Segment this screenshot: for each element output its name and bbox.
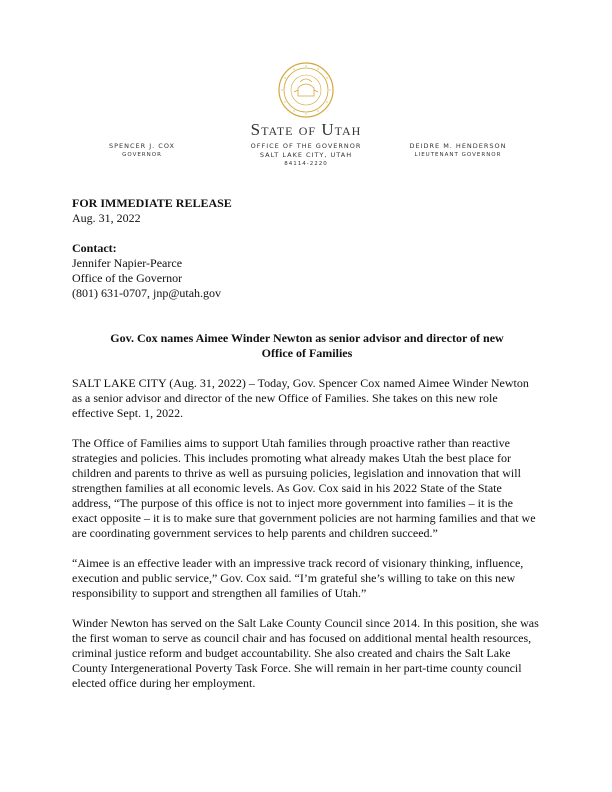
paragraph-line: children and parents to thrive as well as pursuing policies, legislation and innovation that will (72, 466, 521, 480)
governor-title: GOVERNOR (122, 152, 162, 158)
paragraph-line: are coordinating government services to help parents and children succeed.” (72, 526, 438, 540)
paragraph-line: responsibility to support and strengthen all families of Utah.” (72, 586, 367, 600)
paragraph-line: The Office of Families aims to support Utah families through proactive rather than reactive (72, 436, 510, 450)
contact-label: Contact: (72, 241, 117, 255)
paragraph-line: address, “The purpose of this office is not to inject more government into families – it is the (72, 496, 514, 510)
paragraph-line: SALT LAKE CITY (Aug. 31, 2022) – Today, Gov. Spencer Cox named Aimee Winder Newton (72, 376, 529, 390)
paragraph-line: effective Sept. 1, 2022. (72, 406, 184, 420)
office-zip: 84114-2220 (284, 161, 328, 167)
office-name: OFFICE OF THE GOVERNOR (250, 142, 362, 150)
paragraph-line: criminal justice reform and budget accountability. She also created and chairs the Salt Lake (72, 646, 511, 660)
paragraph-line: exact opposite – it is to make sure that government policies are not harming families and that we (72, 511, 536, 525)
paragraph-2 (72, 436, 542, 541)
office-address-block (0, 142, 612, 169)
paragraph-1 (72, 376, 542, 421)
headline-line-1: Gov. Cox names Aimee Winder Newton as senior advisor and director of new (110, 331, 504, 345)
lieutenant-governor-block (404, 142, 512, 160)
paragraph-line: strengthen families at all economic levels. As Gov. Cox said in his 2022 State of the State (72, 481, 502, 495)
utah-state-seal (278, 62, 334, 118)
paragraph-line: strategies and policies. This includes promoting what already makes Utah the best place for (72, 451, 511, 465)
office-city: SALT LAKE CITY, UTAH (259, 151, 353, 159)
governor-name: SPENCER J. COX (109, 142, 175, 150)
paragraph-4 (72, 616, 542, 691)
paragraph-line: execution and public service,” Gov. Cox said. “I’m grateful she’s willing to take on this new (72, 571, 516, 585)
paragraph-line: elected office during her employment. (72, 676, 256, 690)
lieutenant-governor-title: LIEUTENANT GOVERNOR (414, 152, 502, 158)
contact-phone-email: (801) 631-0707, jnp@utah.gov (72, 286, 222, 300)
headline-line-2: Office of Families (261, 346, 353, 360)
lieutenant-governor-name: DEIDRE M. HENDERSON (409, 142, 507, 150)
paragraph-3 (72, 556, 542, 601)
contact-name: Jennifer Napier-Pearce (72, 256, 183, 270)
release-label: FOR IMMEDIATE RELEASE (72, 196, 232, 210)
release-body (72, 196, 542, 691)
paragraph-line: as a senior advisor and director of the new Office of Families. She takes on this new role (72, 391, 498, 405)
release-date: Aug. 31, 2022 (72, 211, 141, 225)
paragraph-line: Winder Newton has served on the Salt Lake County Council since 2014. In this position, she was (72, 616, 539, 630)
paragraph-line: County Intergenerational Poverty Task Force. She will remain in her part-time county council (72, 661, 522, 675)
contact-office: Office of the Governor (72, 271, 183, 285)
paragraph-line: “Aimee is an effective leader with an impressive track record of visionary thinking, influence, (72, 556, 524, 570)
paragraph-line: the first woman to serve as council chair and has focused on additional mental health resources, (72, 631, 532, 645)
state-title: State of Utah (250, 120, 362, 139)
